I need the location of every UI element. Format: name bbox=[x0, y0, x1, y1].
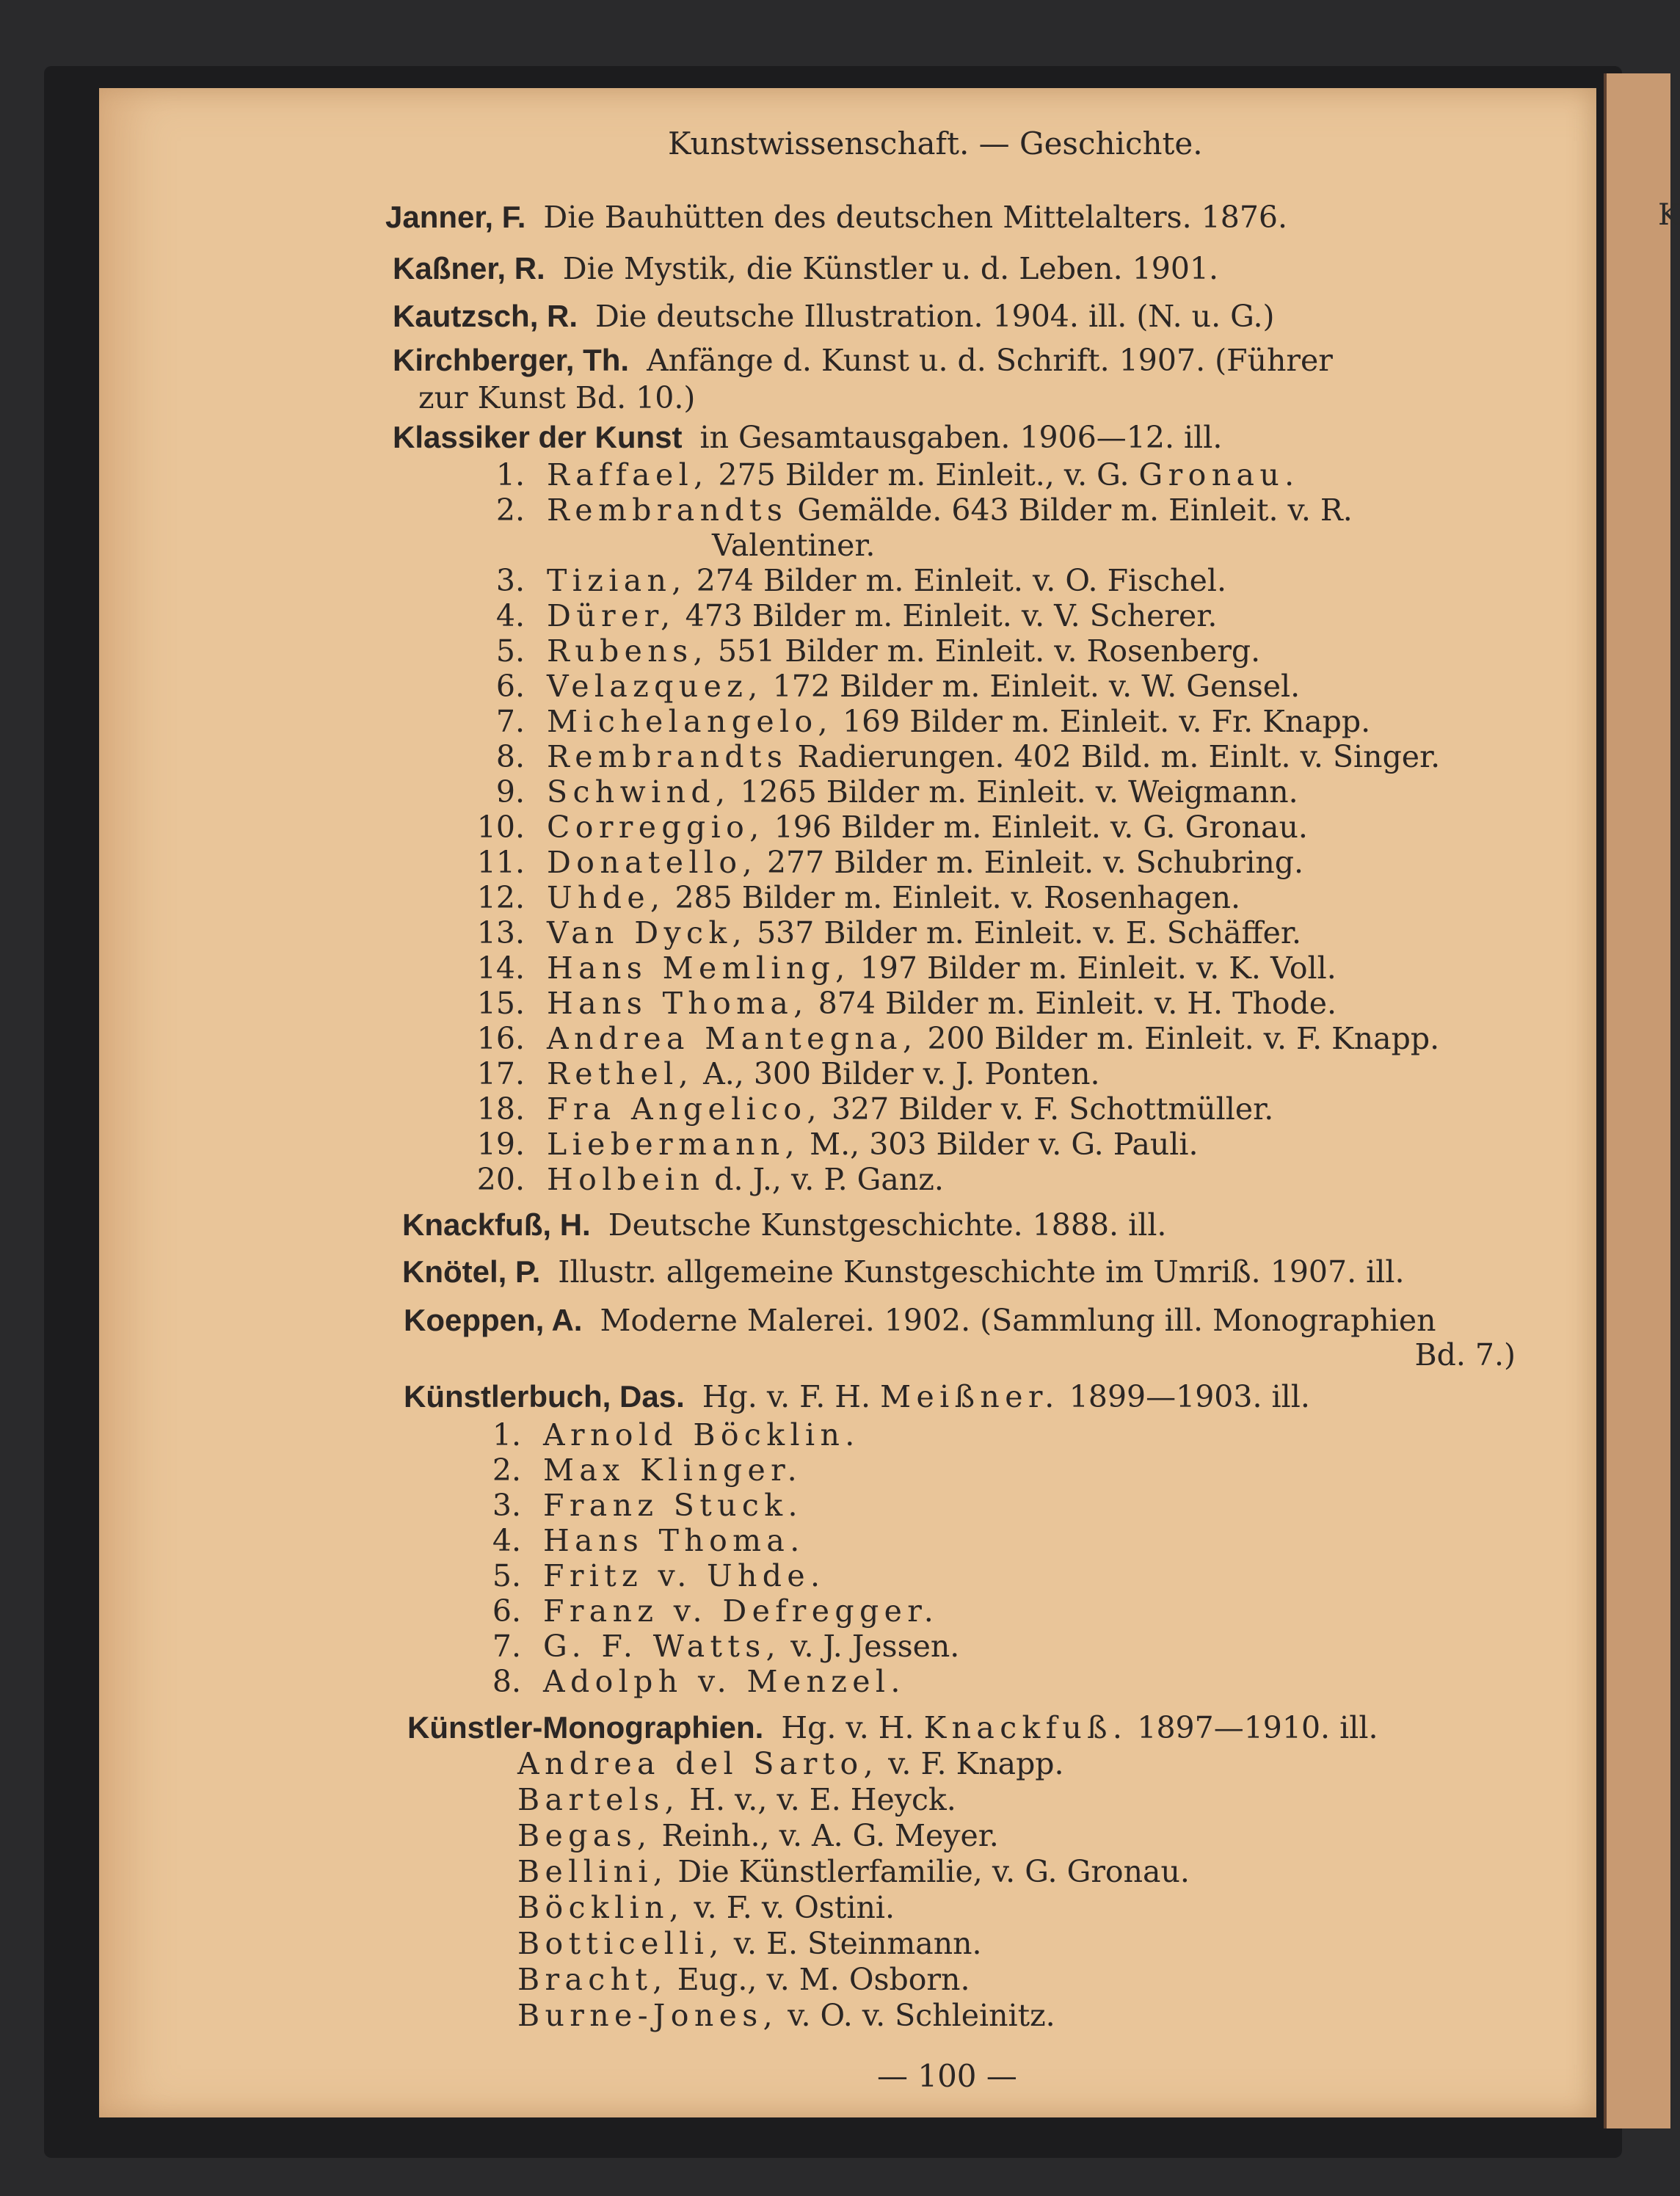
entry-text: Illustr. allgemeine Kunstgeschichte im Umriß. 1907. ill. bbox=[558, 1254, 1405, 1290]
item-name: Hans Memling, bbox=[547, 950, 851, 986]
list-item bbox=[459, 774, 1298, 810]
entry-author: Knackfuß, H. bbox=[402, 1207, 591, 1242]
entry-continuation: zur Kunst Bd. 10.) bbox=[418, 380, 696, 415]
item-number: 3. bbox=[495, 563, 525, 598]
list-item bbox=[459, 1091, 1274, 1127]
entry-kuenstlerbuch bbox=[404, 1381, 1310, 1412]
list-item bbox=[517, 1746, 1064, 1781]
entry-text: Hg. v. F. H. bbox=[702, 1379, 871, 1414]
entry-text: Hg. v. H. bbox=[781, 1710, 914, 1745]
item-text: 196 Bilder m. Einleit. v. G. Gronau. bbox=[774, 810, 1308, 845]
list-item bbox=[517, 1962, 970, 1997]
list-item bbox=[459, 492, 1353, 528]
item-name: Velazquez, bbox=[547, 669, 763, 704]
entry-janner bbox=[385, 202, 1287, 233]
item-number: 17. bbox=[476, 1056, 525, 1091]
entry-kuenstler-monographien bbox=[407, 1712, 1378, 1743]
item-text: 551 Bilder m. Einleit. v. Rosenberg. bbox=[717, 633, 1261, 669]
list-item bbox=[459, 1056, 1100, 1091]
item-name: Correggio, bbox=[547, 810, 765, 845]
item-name: Hans Thoma. bbox=[543, 1523, 805, 1558]
item-text: 169 Bilder m. Einleit. v. Fr. Knapp. bbox=[843, 704, 1371, 739]
list-item bbox=[455, 1558, 826, 1593]
item-number: 14. bbox=[476, 950, 525, 986]
item-text: Reinh., v. A. G. Meyer. bbox=[661, 1818, 999, 1853]
item-text: H. v., v. E. Heyck. bbox=[689, 1782, 956, 1817]
list-item bbox=[455, 1593, 939, 1629]
item-number: 15. bbox=[476, 986, 525, 1021]
entry-author: Knötel, P. bbox=[402, 1254, 541, 1289]
item-name: Schwind, bbox=[547, 774, 731, 810]
item-name: Holbein bbox=[547, 1162, 705, 1197]
item-number: 8. bbox=[492, 1664, 521, 1699]
entry-author: Koeppen, A. bbox=[404, 1303, 583, 1337]
item-number: 19. bbox=[476, 1127, 525, 1162]
item-continuation: Valentiner. bbox=[712, 528, 876, 563]
item-number: 20. bbox=[476, 1162, 525, 1197]
item-name: Hans Thoma, bbox=[547, 986, 809, 1021]
next-page-glyph: K bbox=[1658, 198, 1680, 232]
list-item bbox=[455, 1523, 805, 1558]
item-name: Andrea Mantegna, bbox=[547, 1021, 918, 1056]
list-item bbox=[459, 739, 1441, 774]
item-name: Burne-Jones, bbox=[517, 1998, 779, 2033]
item-name: Rembrandts bbox=[547, 739, 788, 774]
item-number: 7. bbox=[492, 1629, 521, 1664]
list-item bbox=[517, 1854, 1190, 1889]
item-text: v. E. Steinmann. bbox=[733, 1926, 982, 1961]
item-text: 200 Bilder m. Einleit. v. F. Knapp. bbox=[927, 1021, 1440, 1056]
list-item bbox=[459, 812, 1308, 843]
item-number: 18. bbox=[476, 1091, 525, 1127]
item-number: 7. bbox=[495, 704, 525, 739]
list-item bbox=[455, 1664, 906, 1699]
item-text: Gemälde. 643 Bilder m. Einleit. v. R. bbox=[797, 492, 1353, 528]
entry-text: Moderne Malerei. 1902. (Sammlung ill. Monographien bbox=[600, 1303, 1436, 1338]
entry-kirchberger bbox=[393, 345, 1333, 376]
item-name: Begas, bbox=[517, 1818, 652, 1853]
item-text: A., 300 Bilder v. J. Ponten. bbox=[703, 1056, 1100, 1091]
item-name: Donatello, bbox=[547, 845, 757, 880]
list-item bbox=[459, 457, 1300, 492]
item-number: 6. bbox=[495, 669, 525, 704]
item-text: 285 Bilder m. Einleit. v. Rosenhagen. bbox=[674, 880, 1241, 915]
item-text: 537 Bilder m. Einleit. v. E. Schäffer. bbox=[757, 915, 1302, 950]
item-text: 275 Bilder m. Einleit., v. G. bbox=[718, 457, 1130, 492]
entry-author: Kirchberger, Th. bbox=[393, 343, 630, 377]
list-item bbox=[459, 950, 1337, 986]
item-text: M., 303 Bilder v. G. Pauli. bbox=[810, 1127, 1199, 1162]
item-text: 172 Bilder m. Einleit. v. W. Gensel. bbox=[772, 669, 1301, 704]
entry-kassner bbox=[393, 253, 1218, 284]
item-text: 327 Bilder v. F. Schottmüller. bbox=[831, 1091, 1274, 1127]
item-number: 8. bbox=[495, 739, 525, 774]
entry-author: Künstler-Monographien. bbox=[407, 1710, 764, 1745]
item-name: Fritz v. Uhde. bbox=[543, 1558, 826, 1593]
item-name: Bellini, bbox=[517, 1854, 669, 1889]
entry-author: Kautzsch, R. bbox=[393, 299, 578, 333]
item-number: 3. bbox=[492, 1488, 521, 1523]
item-number: 2. bbox=[492, 1453, 521, 1488]
list-item bbox=[459, 598, 1218, 633]
item-name: Rembrandts bbox=[547, 492, 788, 528]
entry-continuation: Bd. 7.) bbox=[1414, 1337, 1516, 1372]
item-text: v. J. Jessen. bbox=[790, 1629, 960, 1664]
entry-text: Deutsche Kunstgeschichte. 1888. ill. bbox=[608, 1207, 1167, 1243]
list-item bbox=[517, 1818, 999, 1853]
entry-author: Kaßner, R. bbox=[393, 251, 545, 286]
list-item bbox=[459, 563, 1226, 598]
item-name: Van Dyck, bbox=[547, 915, 748, 950]
list-item bbox=[517, 1890, 895, 1925]
item-name: G. F. Watts, bbox=[543, 1629, 782, 1664]
item-text: 473 Bilder m. Einleit. v. V. Scherer. bbox=[685, 598, 1218, 633]
item-text: 274 Bilder m. Einleit. v. O. Fischel. bbox=[696, 563, 1226, 598]
entry-koeppen bbox=[404, 1305, 1436, 1336]
list-item bbox=[455, 1488, 803, 1523]
item-text: 277 Bilder m. Einleit. v. Schubring. bbox=[766, 845, 1304, 880]
entry-knoetel bbox=[402, 1254, 1405, 1290]
item-text: Die Künstlerfamilie, v. G. Gronau. bbox=[677, 1854, 1190, 1889]
item-name: Arnold Böcklin. bbox=[543, 1417, 860, 1453]
item-name: Fra Angelico, bbox=[547, 1091, 822, 1127]
item-name: Franz v. Defregger. bbox=[543, 1593, 939, 1629]
item-name: Böcklin, bbox=[517, 1890, 685, 1925]
item-name-2: Gronau. bbox=[1138, 457, 1300, 492]
entry-text: Die deutsche Illustration. 1904. ill. (N. u. G.) bbox=[595, 299, 1275, 334]
list-item bbox=[459, 633, 1261, 669]
item-name: Botticelli, bbox=[517, 1926, 724, 1961]
item-number: 5. bbox=[492, 1558, 521, 1593]
item-text: v. F. Knapp. bbox=[888, 1746, 1064, 1781]
item-number: 13. bbox=[476, 915, 525, 950]
item-number: 12. bbox=[476, 880, 525, 915]
entry-text: Die Bauhütten des deutschen Mittelalters. 1876. bbox=[543, 200, 1288, 235]
item-number: 4. bbox=[495, 598, 525, 633]
list-item bbox=[455, 1417, 860, 1453]
entry-knackfuss bbox=[402, 1207, 1167, 1243]
list-item bbox=[459, 880, 1241, 915]
item-name: Andrea del Sarto, bbox=[517, 1746, 879, 1781]
entry-klassiker bbox=[393, 422, 1222, 453]
item-text: 197 Bilder m. Einleit. v. K. Voll. bbox=[859, 950, 1337, 986]
item-name: Franz Stuck. bbox=[543, 1488, 803, 1523]
entry-kautzsch bbox=[393, 301, 1274, 332]
item-name: Adolph v. Menzel. bbox=[543, 1664, 906, 1699]
item-name: Rubens, bbox=[547, 633, 708, 669]
item-text: d. J., v. P. Ganz. bbox=[714, 1162, 944, 1197]
list-item bbox=[459, 704, 1371, 739]
item-name: Uhde, bbox=[547, 880, 666, 915]
item-name: Bartels, bbox=[517, 1782, 680, 1817]
item-name: Raffael, bbox=[547, 457, 709, 492]
list-item bbox=[459, 1021, 1440, 1056]
entry-author: Klassiker der Kunst bbox=[393, 420, 683, 454]
list-item bbox=[459, 986, 1337, 1021]
item-name: Michelangelo, bbox=[547, 704, 833, 739]
list-item bbox=[459, 845, 1304, 880]
entry-editor: Meißner. bbox=[880, 1379, 1060, 1414]
entry-tail: 1897—1910. ill. bbox=[1137, 1710, 1378, 1745]
item-name: Liebermann, bbox=[547, 1127, 801, 1162]
item-name: Max Klinger. bbox=[543, 1453, 803, 1488]
running-header: Kunstwissenschaft. — Geschichte. bbox=[668, 126, 1203, 161]
item-text: v. F. v. Ostini. bbox=[694, 1890, 895, 1925]
item-text: 874 Bilder m. Einleit. v. H. Thode. bbox=[818, 986, 1337, 1021]
item-number: 16. bbox=[476, 1021, 525, 1056]
list-item bbox=[459, 1162, 944, 1197]
entry-text: in Gesamtausgaben. 1906—12. ill. bbox=[699, 420, 1223, 455]
item-number: 1. bbox=[492, 1417, 521, 1453]
entry-author: Janner, F. bbox=[385, 200, 526, 234]
item-number: 11. bbox=[476, 845, 525, 880]
item-number: 5. bbox=[495, 633, 525, 669]
item-number: 4. bbox=[492, 1523, 521, 1558]
entry-author: Künstlerbuch, Das. bbox=[404, 1379, 685, 1414]
item-text: 1265 Bilder m. Einleit. v. Weigmann. bbox=[740, 774, 1298, 810]
item-text: v. O. v. Schleinitz. bbox=[788, 1998, 1055, 2033]
entry-tail: 1899—1903. ill. bbox=[1069, 1379, 1310, 1414]
list-item bbox=[455, 1629, 960, 1664]
item-name: Tizian, bbox=[547, 563, 687, 598]
item-number: 10. bbox=[476, 810, 525, 845]
item-number: 6. bbox=[492, 1593, 521, 1629]
list-item bbox=[455, 1455, 802, 1486]
next-page-edge bbox=[1604, 73, 1680, 2128]
list-item bbox=[517, 1998, 1055, 2033]
item-number: 1. bbox=[495, 457, 525, 492]
entry-text: Die Mystik, die Künstler u. d. Leben. 1901. bbox=[562, 251, 1219, 286]
entry-text: Anfänge d. Kunst u. d. Schrift. 1907. (Führer bbox=[647, 343, 1333, 378]
list-item bbox=[517, 1926, 982, 1961]
item-number: 2. bbox=[495, 492, 525, 528]
list-item bbox=[459, 915, 1302, 950]
item-text: Radierungen. 402 Bild. m. Einlt. v. Singer. bbox=[797, 739, 1441, 774]
list-item bbox=[459, 669, 1301, 704]
item-name: Bracht, bbox=[517, 1962, 668, 1997]
list-item bbox=[517, 1782, 956, 1817]
page-number: — 100 — bbox=[877, 2058, 1017, 2094]
entry-editor: Knackfuß. bbox=[923, 1710, 1128, 1745]
list-item bbox=[459, 1127, 1199, 1162]
item-text: Eug., v. M. Osborn. bbox=[677, 1962, 970, 1997]
item-number: 9. bbox=[495, 774, 525, 810]
item-name: Dürer, bbox=[547, 598, 676, 633]
item-name: Rethel, bbox=[547, 1056, 694, 1091]
